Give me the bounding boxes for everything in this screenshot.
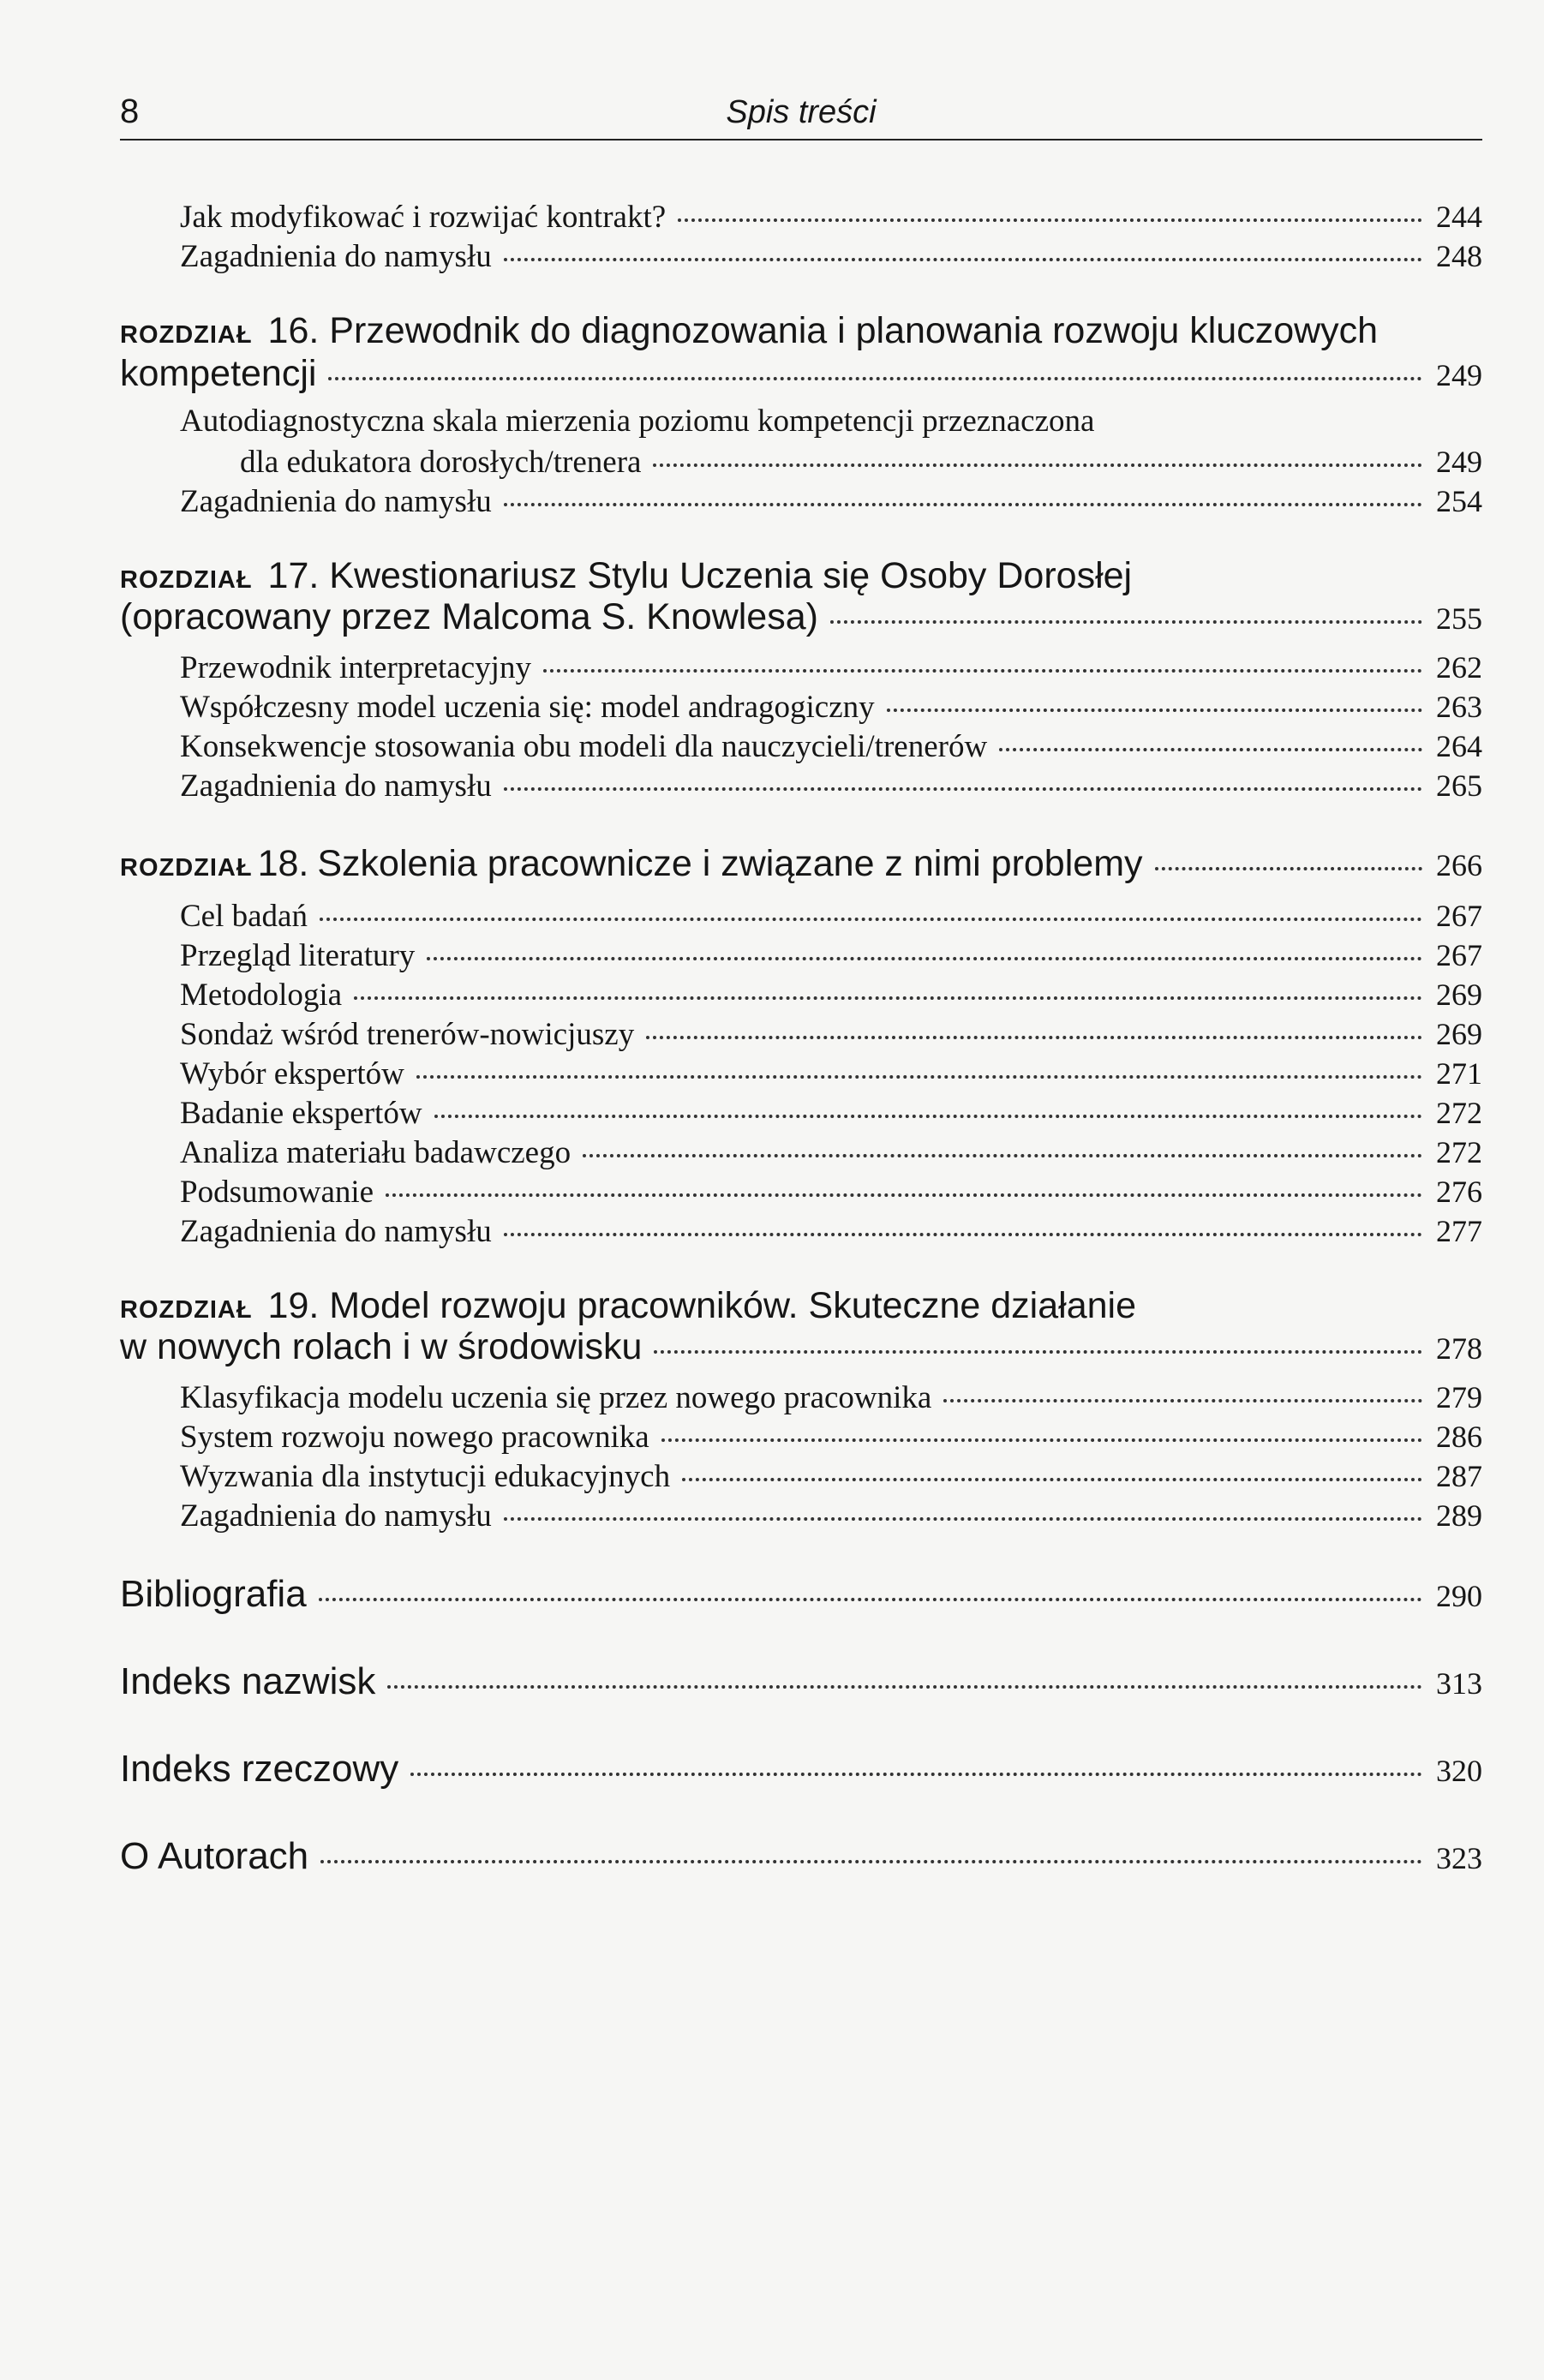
toc-entry-page: 244 (1436, 200, 1482, 234)
chapter-number: 18. (257, 843, 309, 884)
toc-main-title: Indeks rzeczowy (120, 1748, 399, 1790)
toc-entry[interactable] (240, 444, 1482, 481)
toc-entry-title: Podsumowanie (180, 1175, 374, 1210)
toc-entry-title: Badanie ekspertów (180, 1096, 422, 1131)
toc-entry-title: Sondaż wśród trenerów-nowicjuszy (180, 1017, 635, 1052)
dot-leader (504, 258, 1422, 261)
toc-entry-page: 264 (1436, 729, 1482, 763)
toc-entry[interactable] (180, 728, 1482, 765)
chapter-title-line2: (opracowany przez Malcoma S. Knowlesa) (120, 596, 818, 637)
dot-leader (543, 669, 1422, 673)
toc-entry[interactable] (180, 649, 1482, 686)
toc-entry-page: 287 (1436, 1459, 1482, 1493)
toc-main-page: 323 (1436, 1841, 1482, 1875)
chapter-title-line1: Przewodnik do diagnozowania i planowania rozwoju kluczowych (329, 310, 1379, 351)
chapter-title-line2: kompetencji (120, 353, 317, 394)
toc-entry-page: 276 (1436, 1175, 1482, 1209)
dot-leader (319, 1598, 1422, 1601)
toc-entry-title: Wybór ekspertów (180, 1056, 404, 1091)
chapter-prefix: ROZDZIAŁ (120, 566, 253, 594)
toc-entry[interactable] (180, 1498, 1482, 1534)
toc-entry[interactable] (180, 238, 1482, 275)
toc-main-page: 290 (1436, 1579, 1482, 1613)
chapter-page: 266 (1436, 848, 1482, 882)
chapter-title-line1: Model rozwoju pracowników. Skuteczne działanie (329, 1285, 1136, 1326)
chapter-prefix: ROZDZIAŁ (120, 321, 253, 349)
dot-leader (661, 1438, 1422, 1442)
dot-leader (427, 957, 1422, 960)
toc-entry-title: Zagadnienia do namysłu (180, 1498, 492, 1534)
toc-entry-page: 271 (1436, 1056, 1482, 1091)
toc-entry-page: 267 (1436, 899, 1482, 933)
chapter-title-line2: w nowych rolach i w środowisku (120, 1326, 643, 1367)
toc-entry-title: Klasyfikacja modelu uczenia się przez nowego pracownika (180, 1380, 932, 1415)
toc-entry-title: Jak modyfikować i rozwijać kontrakt? (180, 200, 667, 235)
running-head: Spis treści (726, 94, 877, 130)
toc-entry-page: 262 (1436, 650, 1482, 685)
toc-entry[interactable] (180, 1419, 1482, 1456)
dot-leader (504, 1517, 1422, 1521)
toc-entry-title: Konsekwencje stosowania obu modeli dla nauczycieli/trenerów (180, 729, 988, 764)
dot-leader (434, 1115, 1422, 1118)
chapter-page: 249 (1436, 358, 1482, 392)
toc-entry-title: Zagadnienia do namysłu (180, 1214, 492, 1249)
dot-leader (504, 1233, 1422, 1236)
dot-leader (416, 1075, 1422, 1079)
dot-leader (943, 1399, 1422, 1402)
dot-leader (682, 1478, 1422, 1481)
dot-leader (387, 1685, 1422, 1689)
dot-leader (328, 377, 1422, 380)
toc-main-title: Indeks nazwisk (120, 1660, 376, 1702)
chapter-17-heading-cont[interactable] (120, 596, 1482, 638)
dot-leader (678, 218, 1422, 222)
chapter-19-heading-cont[interactable] (120, 1326, 1482, 1368)
page-header (120, 86, 1482, 141)
toc-entry-title: Cel badań (180, 899, 308, 934)
chapter-title-line1: Kwestionariusz Stylu Uczenia się Osoby Dorosłej (329, 555, 1133, 596)
dot-leader (504, 503, 1422, 506)
toc-entry-title: Metodologia (180, 978, 343, 1013)
dot-leader (320, 1860, 1422, 1863)
toc-entry-page: 272 (1436, 1096, 1482, 1130)
toc-entry[interactable] (180, 977, 1482, 1014)
toc-entry-page: 263 (1436, 690, 1482, 724)
chapter-number: 16. (267, 310, 320, 351)
toc-main-page: 320 (1436, 1754, 1482, 1788)
dot-leader (354, 996, 1422, 1000)
toc-subject-index[interactable] (120, 1748, 1482, 1791)
chapter-19-heading[interactable] (120, 1285, 1136, 1327)
chapter-prefix: ROZDZIAŁ (120, 1296, 253, 1324)
toc-entry-page: 289 (1436, 1498, 1482, 1533)
toc-entry-page: 272 (1436, 1135, 1482, 1169)
toc-entry-title: Analiza materiału badawczego (180, 1135, 572, 1170)
toc-entry-page: 267 (1436, 938, 1482, 972)
toc-entry-page: 248 (1436, 239, 1482, 273)
toc-entry-title: System rozwoju nowego pracownika (180, 1420, 649, 1455)
dot-leader (410, 1773, 1422, 1776)
toc-entry[interactable] (180, 937, 1482, 974)
toc-entry[interactable] (180, 1174, 1482, 1211)
toc-entry-page: 277 (1436, 1214, 1482, 1248)
toc-main-title: Bibliografia (120, 1573, 307, 1615)
toc-main-page: 313 (1436, 1666, 1482, 1701)
page-number: 8 (120, 93, 140, 130)
chapter-16-heading-cont[interactable] (120, 353, 1482, 395)
toc-entry-page: 254 (1436, 484, 1482, 518)
toc-entry[interactable] (180, 483, 1482, 520)
toc-entry-title: dla edukatora dorosłych/trenera (240, 445, 642, 480)
chapter-number: 17. (267, 555, 320, 596)
dot-leader (504, 787, 1422, 791)
toc-entry[interactable] (180, 898, 1482, 935)
chapter-18-heading[interactable] (120, 843, 1482, 885)
toc-entry-title: Przegląd literatury (180, 938, 416, 973)
toc-entry-title: Zagadnienia do namysłu (180, 239, 492, 274)
toc-entry[interactable] (180, 1458, 1482, 1495)
toc-entry[interactable] (180, 1379, 1482, 1416)
chapter-16-heading[interactable] (120, 310, 1378, 352)
toc-entry-page: 265 (1436, 768, 1482, 803)
dot-leader (887, 709, 1422, 712)
toc-entry-line1[interactable]: Autodiagnostyczna skala mierzenia poziomu kompetencji przeznaczona (180, 404, 1095, 439)
toc-entry[interactable] (180, 1016, 1482, 1053)
toc-bibliography[interactable] (120, 1573, 1482, 1616)
toc-about-authors[interactable] (120, 1835, 1482, 1878)
toc-entry-page: 269 (1436, 1017, 1482, 1051)
dot-leader (320, 918, 1422, 921)
toc-entry-page: 269 (1436, 978, 1482, 1012)
toc-entry-title: Przewodnik interpretacyjny (180, 650, 531, 685)
dot-leader (583, 1154, 1422, 1157)
chapter-number: 19. (267, 1285, 320, 1326)
toc-entry[interactable] (180, 1134, 1482, 1171)
toc-entry[interactable] (180, 199, 1482, 236)
dot-leader (999, 748, 1422, 751)
toc-entry-title: Współczesny model uczenia się: model andragogiczny (180, 690, 875, 725)
dot-leader (653, 463, 1422, 467)
toc-entry[interactable] (180, 1095, 1482, 1132)
toc-entry-title: Zagadnienia do namysłu (180, 768, 492, 804)
chapter-17-heading[interactable] (120, 555, 1132, 597)
dot-leader (386, 1193, 1422, 1197)
toc-entry-page: 249 (1436, 445, 1482, 479)
toc-entry-page: 279 (1436, 1380, 1482, 1414)
chapter-prefix: ROZDZIAŁ (120, 854, 253, 882)
toc-entry-page: 286 (1436, 1420, 1482, 1454)
dot-leader (654, 1350, 1422, 1354)
toc-entry[interactable] (180, 768, 1482, 804)
toc-name-index[interactable] (120, 1660, 1482, 1703)
toc-entry[interactable] (180, 1055, 1482, 1092)
dot-leader (1155, 867, 1422, 870)
toc-entry[interactable] (180, 689, 1482, 726)
dot-leader (830, 620, 1422, 624)
toc-main-title: O Autorach (120, 1835, 309, 1877)
toc-entry-title: Wyzwania dla instytucji edukacyjnych (180, 1459, 671, 1494)
chapter-page: 255 (1436, 601, 1482, 636)
toc-entry[interactable] (180, 1213, 1482, 1250)
chapter-page: 278 (1436, 1331, 1482, 1366)
chapter-title: Szkolenia pracownicze i związane z nimi problemy (317, 843, 1143, 884)
dot-leader (646, 1036, 1422, 1039)
toc-entry-title: Zagadnienia do namysłu (180, 484, 492, 519)
